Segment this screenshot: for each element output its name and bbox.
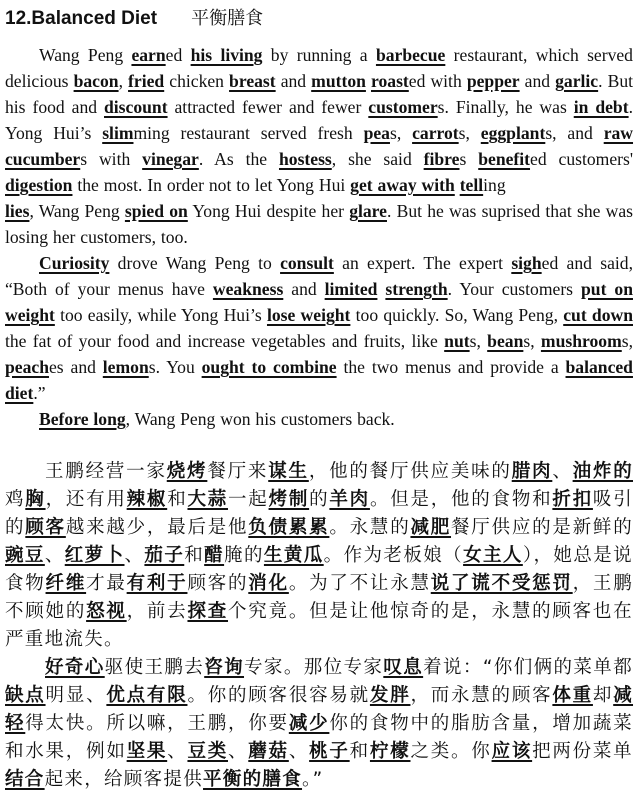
vocabulary-word: ought to combine: [201, 357, 337, 377]
vocabulary-word: 谋生: [268, 461, 309, 482]
text-run: 的: [309, 489, 330, 510]
text-run: 、: [552, 461, 573, 482]
text-run: ，他的餐厅供应美味的: [308, 461, 512, 482]
text-run: .”: [33, 383, 46, 403]
text-run: drove Wang Peng to: [109, 253, 281, 273]
vocabulary-word: lies: [5, 201, 30, 221]
text-run: ed customers': [530, 149, 634, 169]
vocabulary-word: 豌豆: [5, 545, 45, 566]
text-run: 。”: [302, 769, 324, 790]
text-run: 起来，给顾客提供: [44, 769, 204, 790]
vocabulary-word: roast: [371, 71, 409, 91]
chinese-paragraph-1: [5, 458, 633, 654]
chinese-passage: [5, 458, 633, 794]
vocabulary-word: strength: [385, 279, 448, 299]
vocabulary-word: 辣椒: [126, 489, 168, 510]
vocabulary-word: sigh: [511, 253, 542, 273]
text-run: Yong Hui despite her: [187, 201, 350, 221]
text-run: 你的食物中的脂肪含量，增加蔬菜和水果，例如: [5, 713, 633, 762]
text-run: ming restaurant served fresh: [133, 123, 364, 143]
vocabulary-word: 探查: [187, 601, 229, 622]
text-run: s: [459, 149, 479, 169]
text-run: s. Finally, he was: [437, 97, 574, 117]
vocabulary-word: lose weight: [266, 305, 351, 325]
english-passage: [5, 42, 633, 432]
text-run: , she said: [331, 149, 424, 169]
vocabulary-word: 腊肉: [511, 461, 553, 482]
vocabulary-word: put on weight: [5, 279, 633, 325]
vocabulary-word: earn: [131, 45, 166, 65]
lesson-title-english: 12.Balanced Diet: [5, 8, 158, 29]
text-run: es and: [48, 357, 103, 377]
vocabulary-word: mutton: [311, 71, 366, 91]
vocabulary-word: tell: [459, 175, 484, 195]
vocabulary-word: 烧烤: [166, 461, 208, 482]
text-run: Wang Peng: [39, 45, 132, 65]
vocabulary-word: 优点有限: [106, 685, 188, 706]
text-run: 。为了不让永慧: [288, 573, 431, 594]
text-run: 一起: [228, 489, 269, 510]
vocabulary-word: 羊肉: [329, 489, 370, 510]
vocabulary-word: lemon: [102, 357, 149, 377]
vocabulary-word: slim: [102, 123, 134, 143]
text-run: attracted fewer and fewer: [167, 97, 369, 117]
vocabulary-word: Before long: [39, 409, 126, 429]
page: [5, 4, 633, 794]
text-run: ing: [483, 175, 506, 195]
text-run: s,: [523, 331, 541, 351]
text-run: , Wang Peng won his customers back.: [125, 409, 395, 429]
text-run: chicken: [164, 71, 230, 91]
vocabulary-word: 应该: [491, 741, 533, 762]
text-run: 、: [228, 741, 249, 762]
vocabulary-word: bacon: [73, 71, 119, 91]
text-run: s. You: [148, 357, 202, 377]
vocabulary-word: get away with: [350, 175, 455, 195]
vocabulary-word: garlic: [555, 71, 599, 91]
text-run: 才最: [86, 573, 127, 594]
text-run: , Wang Peng: [29, 201, 125, 221]
text-run: too quickly. So, Wang Peng,: [350, 305, 564, 325]
vocabulary-word: limited: [324, 279, 378, 299]
vocabulary-word: 体重: [552, 685, 593, 706]
vocabulary-word: fried: [128, 71, 165, 91]
vocabulary-word: Curiosity: [39, 253, 110, 273]
text-run: and: [519, 71, 556, 91]
text-run: 。永慧的: [329, 517, 411, 538]
text-run: ed and said, “Both of your menus have: [5, 253, 633, 299]
vocabulary-word: cucumber: [5, 149, 81, 169]
vocabulary-word: peach: [5, 357, 49, 377]
vocabulary-word: 油炸的: [572, 461, 633, 482]
text-run: . As the: [198, 149, 279, 169]
vocabulary-word: nut: [444, 331, 470, 351]
title-row: [5, 4, 633, 32]
text-run: and: [275, 71, 312, 91]
vocabulary-word: 缺点: [5, 685, 46, 706]
text-run: 之类。你: [410, 741, 492, 762]
text-run: 和: [349, 741, 370, 762]
vocabulary-word: bean: [487, 331, 524, 351]
vocabulary-word: 消化: [248, 573, 289, 594]
text-run: 驱使王鹏去: [104, 657, 205, 678]
text-run: 王鹏经营一家: [45, 461, 167, 482]
vocabulary-word: vinegar: [142, 149, 199, 169]
vocabulary-word: 平衡的膳食: [203, 769, 303, 790]
vocabulary-word: 蘑菇: [248, 741, 289, 762]
text-run: s,: [469, 331, 488, 351]
vocabulary-word: spied on: [124, 201, 188, 221]
text-run: 明显、: [45, 685, 107, 706]
text-run: ed with: [408, 71, 467, 91]
text-run: restaurant, which served delicious: [5, 45, 633, 91]
vocabulary-word: 减轻: [5, 685, 634, 734]
vocabulary-word: glare: [349, 201, 387, 221]
text-run: 却: [592, 685, 614, 706]
vocabulary-word: digestion: [5, 175, 73, 195]
text-run: the most. In order not to let Yong Hui: [72, 175, 351, 195]
vocabulary-word: 结合: [5, 769, 45, 790]
vocabulary-word: weakness: [212, 279, 284, 299]
vocabulary-word: pea: [363, 123, 390, 143]
text-run: s,: [621, 331, 633, 351]
vocabulary-word: 红萝卜: [64, 545, 125, 566]
text-run: 。作为老板娘（: [323, 545, 464, 566]
text-run: the fat of your food and increase vegetables and fruits, like: [5, 331, 445, 351]
vocabulary-word: raw: [603, 123, 634, 143]
text-run: s with: [80, 149, 143, 169]
vocabulary-word: in debt: [573, 97, 629, 117]
vocabulary-word: 桃子: [309, 741, 350, 762]
vocabulary-word: mushroom: [540, 331, 622, 351]
text-run: s, and: [545, 123, 604, 143]
vocabulary-word: balanced: [565, 357, 633, 377]
text-run: 得太快。所以嘛，王鹏，你要: [25, 713, 289, 734]
vocabulary-word: customer: [368, 97, 438, 117]
vocabulary-word: 醋: [204, 545, 225, 566]
text-run: 。你的顾客很容易就: [187, 685, 370, 706]
vocabulary-word: 豆类: [187, 741, 228, 762]
vocabulary-word: 纤维: [45, 573, 87, 594]
vocabulary-word: 好奇心: [45, 657, 105, 678]
text-run: 餐厅供应的是新鲜的: [451, 517, 633, 538]
text-run: ed: [165, 45, 191, 65]
text-run: 和: [184, 545, 205, 566]
english-paragraph-3: [5, 406, 633, 432]
text-run: . Your customers: [447, 279, 581, 299]
text-run: 和: [167, 489, 188, 510]
vocabulary-word: 有利于: [126, 573, 188, 594]
vocabulary-word: hostess: [278, 149, 332, 169]
vocabulary-word: consult: [280, 253, 334, 273]
text-run: 吸引的: [5, 489, 633, 538]
text-run: s,: [458, 123, 481, 143]
text-run: 、: [288, 741, 310, 762]
text-run: 。但是，他的食物和: [369, 489, 553, 510]
vocabulary-word: 大蒜: [187, 489, 229, 510]
vocabulary-word: 生黄瓜: [263, 545, 324, 566]
lesson-title-chinese: 平衡膳食: [191, 8, 264, 29]
vocabulary-word: 怒视: [86, 601, 127, 622]
text-run: 越来越少，最后是他: [65, 517, 249, 538]
text-run: 把两份菜单: [532, 741, 633, 762]
vocabulary-word: 咨询: [204, 657, 245, 678]
vocabulary-word: barbecue: [375, 45, 446, 65]
vocabulary-word: 折扣: [552, 489, 593, 510]
text-run: 腌的: [224, 545, 264, 566]
text-run: ），她总是说食物: [5, 545, 633, 594]
text-run: 、: [167, 741, 188, 762]
vocabulary-word: 烤制: [268, 489, 310, 510]
chinese-paragraph-2: [5, 654, 633, 794]
vocabulary-word: benefit: [478, 149, 531, 169]
text-run: ，而永慧的顾客: [410, 685, 553, 706]
vocabulary-word: 减肥: [410, 517, 452, 538]
english-paragraph-2: [5, 250, 633, 406]
english-paragraph-1: [5, 42, 633, 250]
text-run: . But his food and: [5, 71, 634, 117]
text-run: 鸡: [5, 489, 26, 510]
text-run: 餐厅来: [207, 461, 269, 482]
text-run: ，王鹏不顾她的: [5, 573, 633, 622]
text-run: 专家。那位专家: [244, 657, 384, 678]
text-run: 个究竟。但是让他惊奇的是，永慧的顾客也在严重地流失。: [5, 601, 633, 650]
vocabulary-word: 说了谎不受惩罚: [430, 573, 573, 594]
text-run: by running a: [262, 45, 376, 65]
text-run: . But he was suprised that she was losing her customers, too.: [5, 201, 634, 247]
vocabulary-word: 茄子: [144, 545, 185, 566]
text-run: and: [283, 279, 325, 299]
vocabulary-word: 胸: [25, 489, 46, 510]
text-run: s,: [389, 123, 413, 143]
text-run: ，还有用: [45, 489, 127, 510]
vocabulary-word: 发胖: [369, 685, 411, 706]
vocabulary-word: carrot: [412, 123, 459, 143]
vocabulary-word: 减少: [288, 713, 330, 734]
text-run: an expert. The expert: [333, 253, 512, 273]
vocabulary-word: fibre: [423, 149, 460, 169]
vocabulary-word: eggplant: [480, 123, 546, 143]
vocabulary-word: his living: [190, 45, 263, 65]
vocabulary-word: diet: [5, 383, 34, 403]
vocabulary-word: discount: [104, 97, 168, 117]
text-run: 顾客的: [187, 573, 249, 594]
text-run: too easily, while Yong Hui’s: [54, 305, 267, 325]
vocabulary-word: 女主人: [463, 545, 523, 566]
text-run: ，前去: [126, 601, 188, 622]
vocabulary-word: 坚果: [126, 741, 168, 762]
vocabulary-word: cut down: [563, 305, 633, 325]
vocabulary-word: breast: [229, 71, 276, 91]
vocabulary-word: 叹息: [383, 657, 424, 678]
vocabulary-word: 顾客: [25, 517, 66, 538]
text-run: ,: [118, 71, 129, 91]
text-run: . Yong Hui’s: [5, 97, 633, 143]
text-run: 、: [124, 545, 145, 566]
vocabulary-word: pepper: [466, 71, 520, 91]
vocabulary-word: 负债累累: [248, 517, 330, 538]
vocabulary-word: 柠檬: [369, 741, 411, 762]
text-run: 、: [44, 545, 65, 566]
text-run: the two menus and provide a: [336, 357, 566, 377]
text-run: 着说：“你们俩的菜单都: [423, 657, 633, 678]
